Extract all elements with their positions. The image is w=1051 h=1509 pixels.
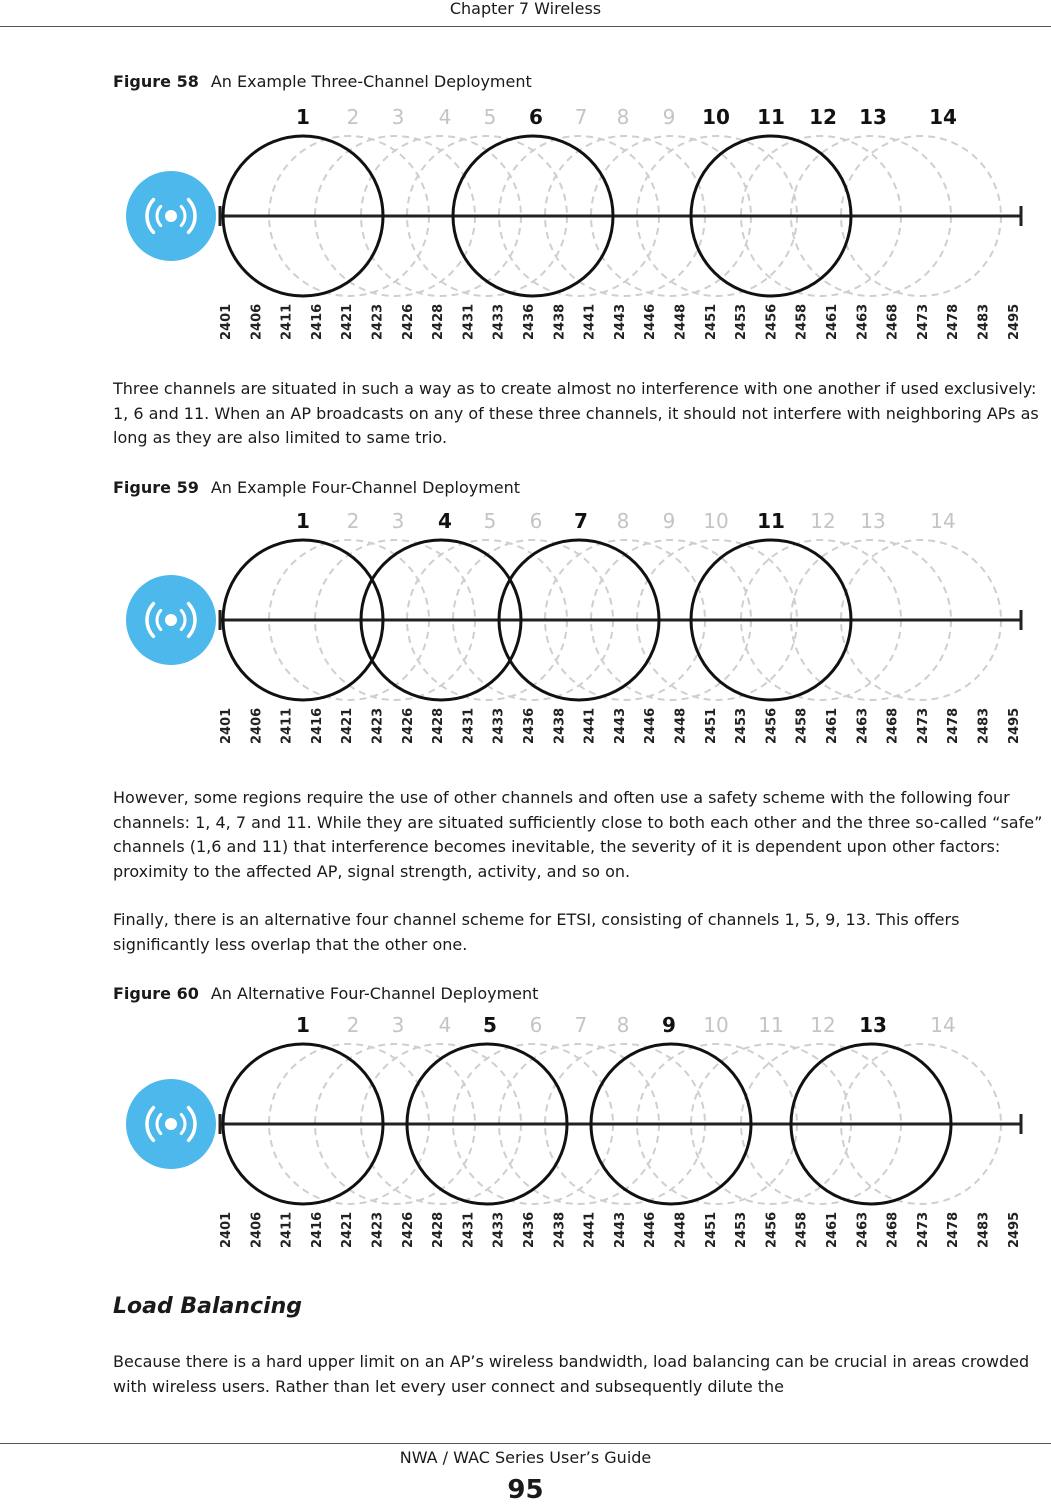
- channel-label-1: 1: [296, 509, 310, 533]
- channel-label-7: 7: [574, 509, 588, 533]
- frequency-label-2428: 2428: [431, 1211, 447, 1248]
- channel-label-13: 13: [859, 1013, 887, 1037]
- figure-60-caption: [113, 984, 538, 1003]
- frequency-label-2446: 2446: [643, 1211, 659, 1248]
- frequency-label-2495: 2495: [1006, 707, 1022, 744]
- frequency-label-2453: 2453: [734, 303, 750, 340]
- channel-label-1: 1: [296, 1013, 310, 1037]
- channel-label-10: 10: [702, 105, 730, 129]
- frequency-label-2463: 2463: [855, 303, 871, 340]
- channel-label-2: 2: [346, 509, 360, 533]
- frequency-label-2421: 2421: [340, 1211, 356, 1248]
- channel-label-2: 2: [346, 105, 360, 129]
- wifi-broadcast-icon: [126, 1079, 216, 1169]
- frequency-label-2423: 2423: [370, 303, 386, 340]
- channel-label-13: 13: [860, 509, 886, 533]
- frequency-label-2416: 2416: [309, 1211, 325, 1248]
- channel-label-8: 8: [616, 509, 630, 533]
- frequency-label-2461: 2461: [825, 707, 840, 744]
- channel-label-14: 14: [930, 1013, 956, 1037]
- frequency-label-2473: 2473: [915, 303, 931, 340]
- frequency-label-2468: 2468: [885, 303, 901, 340]
- channel-label-9: 9: [662, 1013, 676, 1037]
- figure-59-title: An Example Four-Channel Deployment: [210, 478, 521, 497]
- frequency-label-2451: 2451: [703, 303, 719, 340]
- frequency-label-2495: 2495: [1006, 1211, 1022, 1248]
- footer-guide-title: NWA / WAC Series User’s Guide: [399, 1448, 652, 1467]
- figure-58-label: Figure 58: [113, 72, 199, 91]
- channel-label-6: 6: [529, 509, 543, 533]
- frequency-label-2416: 2416: [309, 707, 325, 744]
- frequency-label-2461: 2461: [825, 303, 840, 340]
- channel-label-14: 14: [930, 509, 956, 533]
- frequency-label-2478: 2478: [946, 303, 962, 340]
- frequency-label-2483: 2483: [976, 303, 992, 340]
- frequency-label-2483: 2483: [976, 1211, 992, 1248]
- channel-label-5: 5: [483, 1013, 497, 1037]
- frequency-label-2426: 2426: [400, 707, 416, 744]
- channel-label-12: 12: [810, 509, 836, 533]
- frequency-label-2411: 2411: [279, 707, 295, 744]
- paragraph-three-channel: Three channels are situated in such a way as to create almost no interference with one another if used exclusively: 1, 6 and 11. When an AP broadcasts on any of these three channels, it should not interfere with neighboring APs as long as they are also limited to same trio.: [113, 379, 1039, 447]
- frequency-label-2431: 2431: [461, 303, 477, 340]
- figure-59-diagram: [113, 508, 1043, 750]
- frequency-label-2443: 2443: [612, 1211, 628, 1248]
- page-number: 95: [507, 1475, 544, 1505]
- frequency-label-2406: 2406: [249, 303, 265, 340]
- figure-60-diagram: [113, 1012, 1043, 1254]
- channel-label-1: 1: [296, 105, 310, 129]
- frequency-label-2421: 2421: [340, 707, 356, 744]
- frequency-label-2426: 2426: [400, 303, 416, 340]
- frequency-label-2473: 2473: [915, 1211, 931, 1248]
- frequency-label-2463: 2463: [855, 1211, 871, 1248]
- frequency-label-2446: 2446: [643, 707, 659, 744]
- figure-58-diagram: [113, 104, 1043, 346]
- frequency-label-2428: 2428: [431, 707, 447, 744]
- channel-label-9: 9: [662, 105, 676, 129]
- frequency-label-2451: 2451: [703, 1211, 719, 1248]
- frequency-label-2458: 2458: [794, 303, 810, 340]
- channel-label-8: 8: [616, 1013, 630, 1037]
- frequency-label-2438: 2438: [552, 303, 568, 340]
- paragraph-load-balancing: Because there is a hard upper limit on an AP’s wireless bandwidth, load balancing can be crucial in areas crowded with wireless users. Rather than let every user connect and subsequently dilute the: [113, 1352, 1030, 1396]
- paragraph-etsi: Finally, there is an alternative four channel scheme for ETSI, consisting of channels 1, 5, 9, 13. This offers significantly less overlap that the other one.: [113, 910, 960, 954]
- frequency-label-2423: 2423: [370, 707, 386, 744]
- frequency-label-2433: 2433: [491, 1211, 507, 1248]
- channel-label-6: 6: [529, 1013, 543, 1037]
- frequency-label-2431: 2431: [461, 1211, 477, 1248]
- channel-label-4: 4: [438, 1013, 452, 1037]
- channel-label-8: 8: [616, 105, 630, 129]
- frequency-label-2416: 2416: [309, 303, 325, 340]
- figure-59-caption: [113, 478, 520, 497]
- channel-label-11: 11: [757, 105, 785, 129]
- footer-divider: [0, 1443, 1051, 1444]
- channel-label-5: 5: [483, 509, 497, 533]
- channel-label-10: 10: [703, 509, 729, 533]
- frequency-label-2456: 2456: [764, 707, 780, 744]
- frequency-label-2411: 2411: [279, 1211, 295, 1248]
- frequency-label-2406: 2406: [249, 1211, 265, 1248]
- channel-label-3: 3: [391, 509, 405, 533]
- frequency-label-2456: 2456: [764, 303, 780, 340]
- frequency-label-2441: 2441: [582, 303, 598, 340]
- figure-60-label: Figure 60: [113, 984, 199, 1003]
- frequency-label-2401: 2401: [219, 303, 234, 340]
- channel-label-5: 5: [483, 105, 497, 129]
- frequency-label-2443: 2443: [612, 707, 628, 744]
- frequency-label-2441: 2441: [582, 707, 598, 744]
- frequency-label-2453: 2453: [734, 1211, 750, 1248]
- frequency-label-2446: 2446: [643, 303, 659, 340]
- frequency-label-2401: 2401: [219, 1211, 234, 1248]
- frequency-label-2406: 2406: [249, 707, 265, 744]
- channel-label-9: 9: [662, 509, 676, 533]
- channel-label-2: 2: [346, 1013, 360, 1037]
- frequency-label-2433: 2433: [491, 303, 507, 340]
- frequency-label-2428: 2428: [431, 303, 447, 340]
- figure-58-title: An Example Three-Channel Deployment: [210, 72, 532, 91]
- wifi-broadcast-icon: [126, 575, 216, 665]
- frequency-label-2461: 2461: [825, 1211, 840, 1248]
- frequency-label-2483: 2483: [976, 707, 992, 744]
- frequency-label-2431: 2431: [461, 707, 477, 744]
- frequency-label-2436: 2436: [522, 707, 537, 744]
- frequency-label-2448: 2448: [673, 303, 689, 340]
- channel-label-14: 14: [929, 105, 957, 129]
- frequency-label-2411: 2411: [279, 303, 295, 340]
- frequency-label-2451: 2451: [703, 707, 719, 744]
- frequency-label-2426: 2426: [400, 1211, 416, 1248]
- frequency-label-2438: 2438: [552, 1211, 568, 1248]
- channel-label-6: 6: [529, 105, 543, 129]
- channel-label-3: 3: [391, 105, 405, 129]
- frequency-label-2458: 2458: [794, 707, 810, 744]
- frequency-label-2438: 2438: [552, 707, 568, 744]
- frequency-label-2473: 2473: [915, 707, 931, 744]
- page-header: [0, 0, 1051, 27]
- wifi-broadcast-icon: [126, 171, 216, 261]
- frequency-label-2495: 2495: [1006, 303, 1022, 340]
- channel-label-11: 11: [758, 1013, 784, 1037]
- chapter-title: Chapter 7 Wireless: [449, 0, 602, 18]
- frequency-label-2443: 2443: [612, 303, 628, 340]
- channel-label-7: 7: [574, 105, 588, 129]
- frequency-label-2436: 2436: [522, 1211, 537, 1248]
- frequency-label-2421: 2421: [340, 303, 356, 340]
- frequency-label-2478: 2478: [946, 1211, 962, 1248]
- frequency-label-2456: 2456: [764, 1211, 780, 1248]
- channel-label-12: 12: [809, 105, 837, 129]
- frequency-label-2458: 2458: [794, 1211, 810, 1248]
- paragraph-four-channel: However, some regions require the use of other channels and often use a safety scheme with the following four channels: 1, 4, 7 and 11. While they are situated sufficiently close to both each other and the three so-called “safe” channels (1,6 and 11) that interference becomes inevitable, the severity of it is dependent upon other factors: proximity to the affected AP, signal strength, activity, and so on.: [113, 788, 1043, 881]
- section-heading-load-balancing: Load Balancing: [113, 1294, 303, 1319]
- frequency-label-2401: 2401: [219, 707, 234, 744]
- figure-59-label: Figure 59: [113, 478, 199, 497]
- frequency-label-2448: 2448: [673, 1211, 689, 1248]
- frequency-label-2478: 2478: [946, 707, 962, 744]
- figure-60-title: An Alternative Four-Channel Deployment: [210, 984, 539, 1003]
- frequency-label-2423: 2423: [370, 1211, 386, 1248]
- frequency-label-2441: 2441: [582, 1211, 598, 1248]
- channel-label-10: 10: [703, 1013, 729, 1037]
- channel-label-7: 7: [574, 1013, 588, 1037]
- channel-label-4: 4: [438, 105, 452, 129]
- channel-label-11: 11: [757, 509, 785, 533]
- figure-58-caption: [113, 72, 532, 91]
- frequency-label-2463: 2463: [855, 707, 871, 744]
- frequency-label-2436: 2436: [522, 303, 537, 340]
- channel-label-4: 4: [438, 509, 452, 533]
- channel-label-12: 12: [810, 1013, 836, 1037]
- channel-label-13: 13: [859, 105, 887, 129]
- frequency-label-2453: 2453: [734, 707, 750, 744]
- frequency-label-2468: 2468: [885, 707, 901, 744]
- channel-label-3: 3: [391, 1013, 405, 1037]
- frequency-label-2433: 2433: [491, 707, 507, 744]
- frequency-label-2448: 2448: [673, 707, 689, 744]
- frequency-label-2468: 2468: [885, 1211, 901, 1248]
